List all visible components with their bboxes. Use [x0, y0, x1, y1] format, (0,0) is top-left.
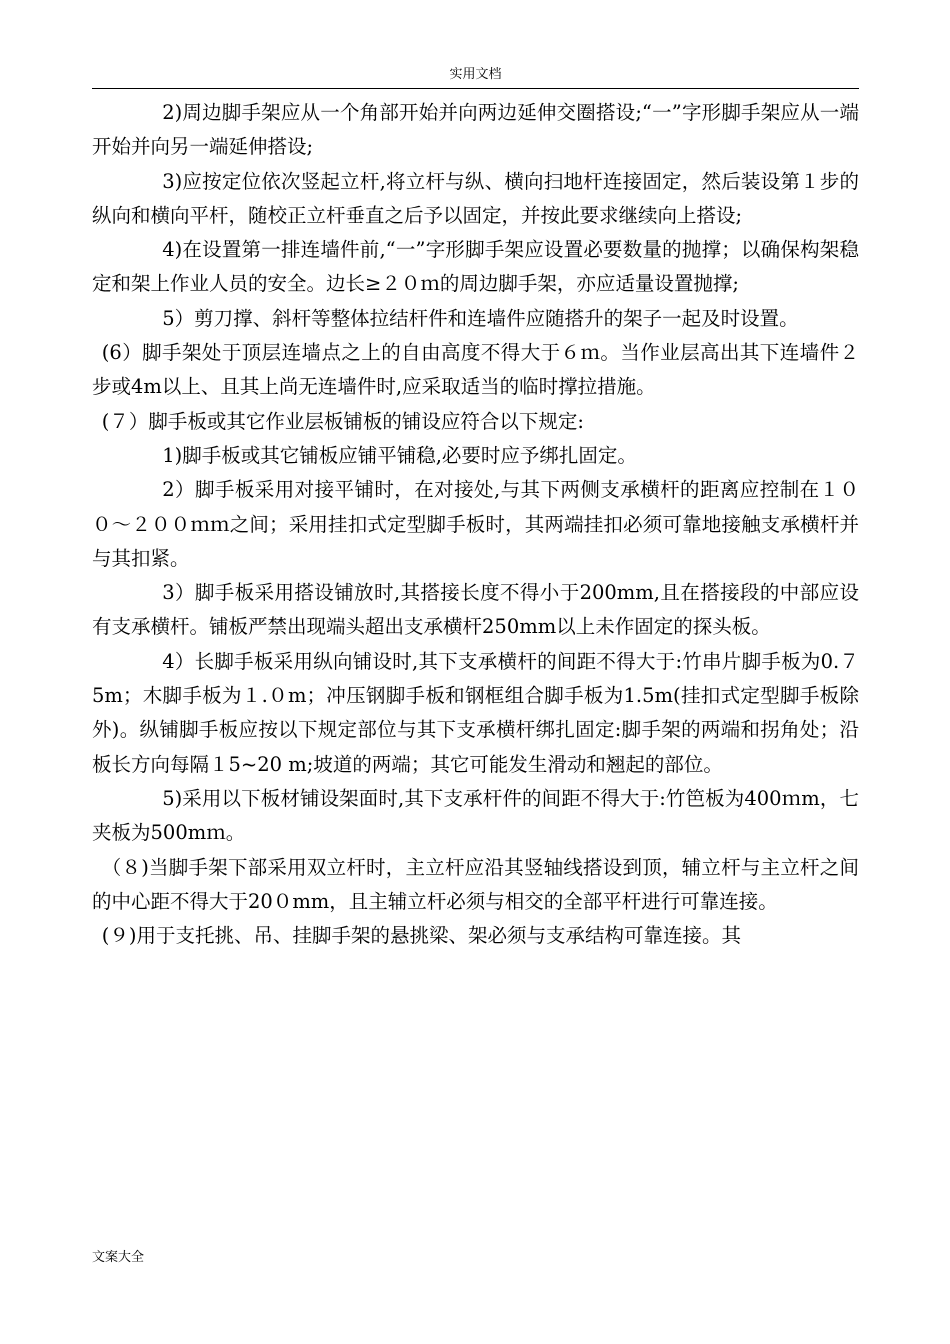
paragraph-clause-8: （８)当脚手架下部采用双立杆时，主立杆应沿其竖轴线搭设到顶，辅立杆与主立杆之间的中心距不得大于20０mm，且主辅立杆必须与相交的全部平杆进行可靠连接。 — [92, 855, 859, 913]
header-divider — [92, 88, 859, 89]
paragraph-clause-9: (９)用于支托挑、吊、挂脚手架的悬挑梁、架必须与支承结构可靠连接。其 — [101, 924, 741, 948]
paragraph-clause-6: (6）脚手架处于顶层连墙点之上的自由高度不得大于６ｍ。当作业层高出其下连墙件２步或4m以上、且其上尚无连墙件时,应采取适当的临时撑拉措施。 — [92, 341, 859, 399]
paragraph-subitem-5: 5)采用以下板材铺设架面时,其下支承杆件的间距不得大于:竹笆板为400ｍm，七夹板为500mｍ。 — [92, 786, 859, 845]
paragraph-subitem-3: 3）脚手板采用搭设铺放时,其搭接长度不得小于200mm,且在搭接段的中部应设有支承横杆。铺板严禁出现端头超出支承横杆250mm以上未作固定的探头板。 — [92, 581, 859, 639]
paragraph-clause-7: (７）脚手板或其它作业层板铺板的铺设应符合以下规定: — [101, 409, 584, 433]
page-header: 实用文档 — [449, 67, 502, 82]
paragraph-item-4: 4)在设置第一排连墙件前,“一”字形脚手架应设置必要数量的抛撑；以确保构架稳定和架上作业人员的安全。边长≥２０ｍ的周边脚手架，亦应适量设置抛撑; — [92, 238, 859, 296]
paragraph-item-2: 2)周边脚手架应从一个角部开始并向两边延伸交圈搭设;“一”字形脚手架应从一端开始并向另一端延伸搭设; — [92, 101, 859, 159]
paragraph-subitem-4: 4）长脚手板采用纵向铺设时,其下支承横杆的间距不得大于:竹串片脚手板为0.７5m；木脚手板为１.０m；冲压钢脚手板和钢框组合脚手板为1.5m(挂扣式定型脚手板除外)。纵铺脚手板应按以下规定部位与其下支承横杆绑扎固定:脚手架的两端和拐角处；沿板长方向每隔１5~20 m;坡道的两端；其它可能发生滑动和翘起的部位。 — [92, 649, 859, 776]
document-body — [92, 96, 859, 953]
paragraph-item-5: 5）剪刀撑、斜杆等整体拉结杆件和连墙件应随搭升的架子一起及时设置。 — [162, 306, 799, 330]
paragraph-item-3: 3)应按定位依次竖起立杆,将立杆与纵、横向扫地杆连接固定，然后装设第１步的纵向和横向平杆，随校正立杆垂直之后予以固定，并按此要求继续向上搭设; — [92, 169, 859, 227]
paragraph-subitem-1: 1)脚手板或其它铺板应铺平铺稳,必要时应予绑扎固定。 — [162, 443, 637, 467]
page-footer: 文案大全 — [92, 1250, 145, 1265]
paragraph-subitem-2: 2）脚手板采用对接平铺时，在对接处,与其下两侧支承横杆的距离应控制在１００～２００ｍｍ之间；采用挂扣式定型脚手板时，其两端挂扣必须可靠地接触支承横杆并与其扣紧。 — [92, 478, 859, 570]
